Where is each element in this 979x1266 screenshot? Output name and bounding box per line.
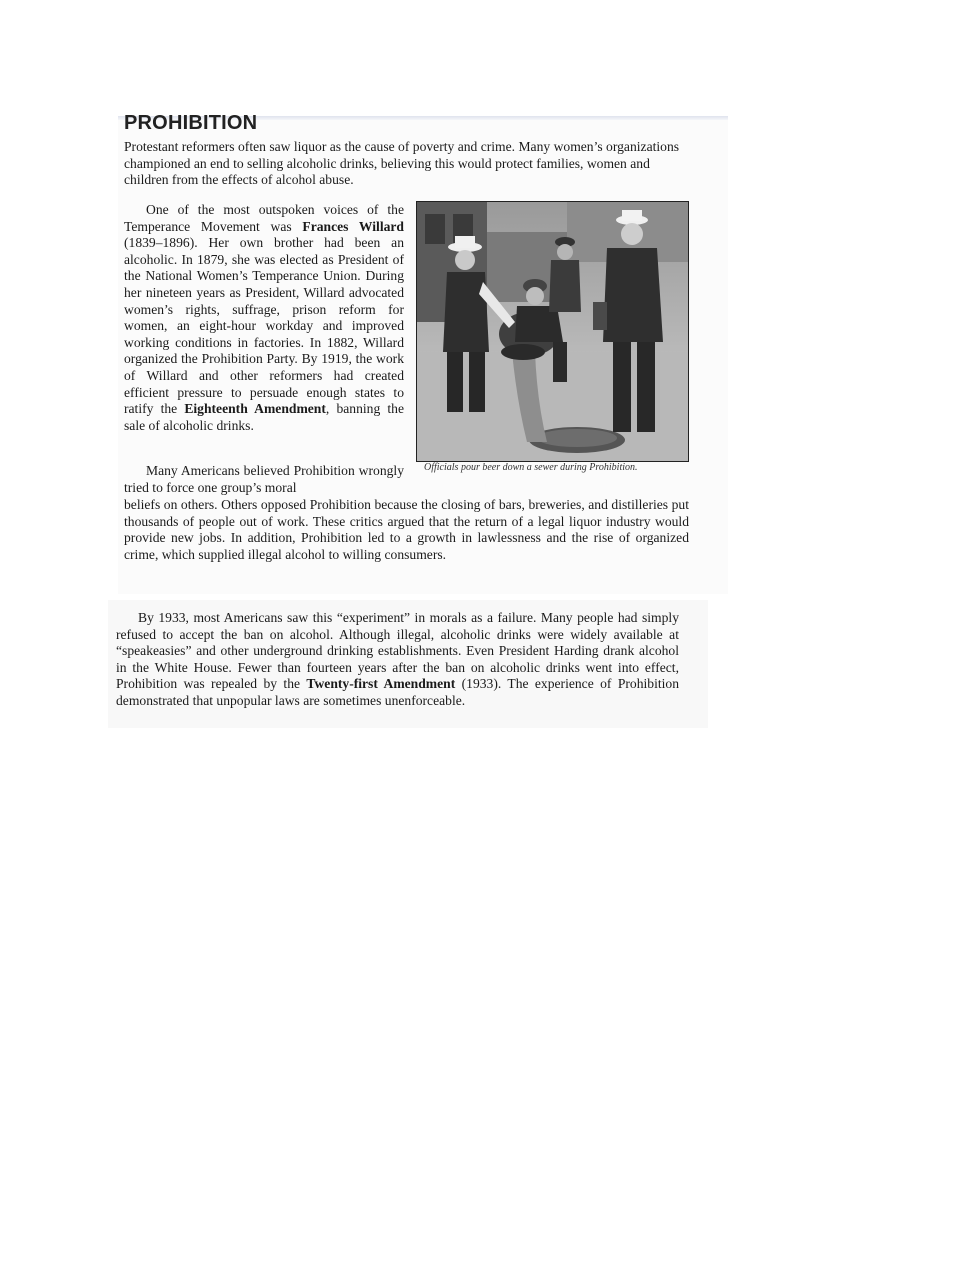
- critics-paragraph-continued: beliefs on others. Others opposed Prohibition because the closing of bars, breweries, and distilleries put thousands of people out of work. These critics argued that the return of a legal liquor industry would provide new jobs. In addition, Prohibition led to a growth in lawlessness and the rise of organized crime, which supplied illegal alcohol to willing consumers.: [124, 497, 689, 562]
- repeal-text-2: (1933). The experience of Prohibition demonstrated that unpopular laws are sometimes unenforceable.: [116, 676, 679, 708]
- repeal-text-1: By 1933, most Americans saw this “experiment” in morals as a failure. Many people had simply refused to accept the ban on alcohol. Although illegal, alcoholic drinks were widely available at “speakeasies” and other underground drinking establishments. Even President Harding drank alcohol in the White House. Fewer than fourteen years after the ban on alcoholic drinks went into effect, Prohibition was repealed by the: [116, 610, 679, 692]
- photo-caption: Officials pour beer down a sewer during Prohibition.: [424, 462, 638, 473]
- page-title: PROHIBITION: [124, 112, 258, 134]
- willard-text-2: (1839–1896). Her own brother had been an alcoholic. In 1879, she was elected as President of the National Women’s Temperance Union. During her nineteen years as President, Willard advocated women’s rights, suffrage, prison reform for women, an eight-hour workday and improved working conditions in factories. In 1882, Willard organized the Prohibition Party. By 1919, the work of Willard and other reformers had created efficient pressure to persuade enough states to ratify the: [124, 235, 404, 417]
- willard-text-1: One of the most outspoken voices of the Temperance Movement was: [124, 202, 404, 234]
- repeal-paragraph: [116, 610, 679, 710]
- intro-paragraph: Protestant reformers often saw liquor as the cause of poverty and crime. Many women’s organizations championed an end to selling alcoholic drinks, believing this would protect families, women and children from the effects of alcohol abuse.: [124, 139, 680, 188]
- eighteenth-amendment: Eighteenth Amendment: [184, 401, 326, 417]
- twenty-first-amendment: Twenty-first Amendment: [306, 676, 456, 692]
- willard-name: Frances Willard: [302, 218, 404, 234]
- willard-text-3: , banning the sale of alcoholic drinks.: [124, 401, 404, 433]
- willard-paragraph: [124, 202, 404, 434]
- critics-paragraph-start: Many Americans believed Prohibition wrongly tried to force one group’s moral: [124, 463, 404, 495]
- photo-illustration: [417, 202, 688, 461]
- prohibition-photo: [416, 201, 689, 462]
